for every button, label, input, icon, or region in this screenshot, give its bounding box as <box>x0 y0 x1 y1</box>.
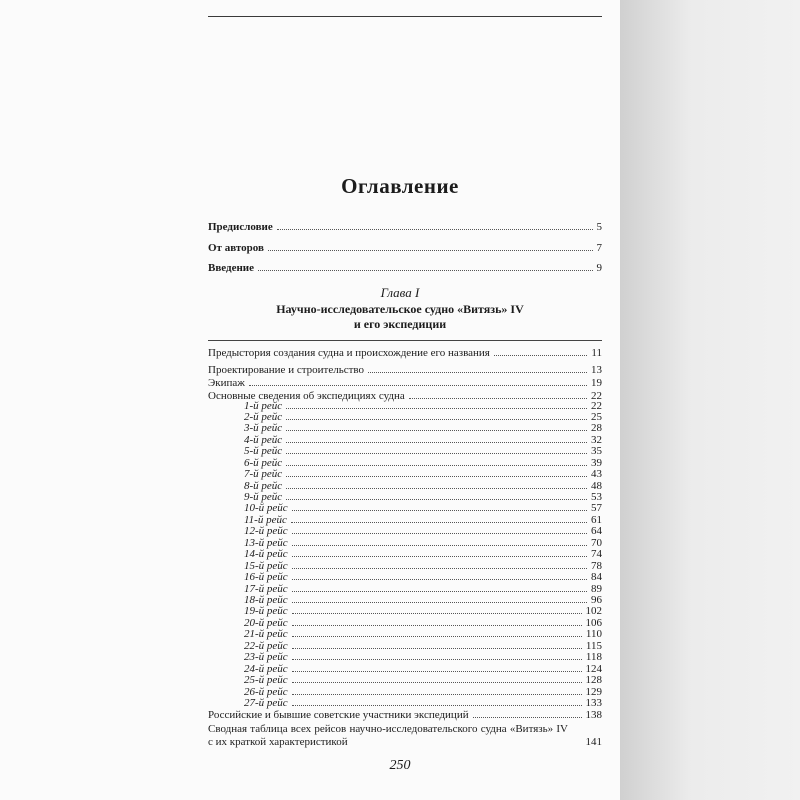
dot-leader <box>268 241 593 251</box>
dot-leader <box>292 501 587 511</box>
toc-entry-summary-table <box>208 723 602 749</box>
toc-entry-page: 84 <box>591 571 602 584</box>
toc-entry-label: 18-й рейс <box>244 593 288 606</box>
toc-entry-page: 39 <box>591 456 602 469</box>
toc-entry-page: 70 <box>591 536 602 549</box>
toc-entry-page: 129 <box>585 685 602 698</box>
toc-entry-label: 1-й рейс <box>244 399 283 412</box>
dot-leader <box>292 685 582 695</box>
toc-entry-section <box>208 376 602 390</box>
toc-entry-front-matter <box>208 241 602 255</box>
toc-entry-label: 17-й рейс <box>244 582 288 595</box>
toc-entry-label: 20-й рейс <box>244 616 288 629</box>
toc-entry-page: 138 <box>585 709 602 721</box>
dot-leader <box>292 650 582 660</box>
dot-leader <box>277 220 593 230</box>
page-gutter-shadow <box>620 0 800 800</box>
toc-entry-label: 15-й рейс <box>244 559 288 572</box>
toc-entry-label: Сводная таблица всех рейсов научно-исследовательского судна «Витязь» IV с их краткой характеристикой <box>208 723 568 748</box>
toc-entry-label: 12-й рейс <box>244 525 288 538</box>
page-number: 250 <box>389 758 411 773</box>
chapter-title-line2: и его экспедиции <box>353 317 447 331</box>
dot-leader <box>286 421 587 431</box>
toc-entry-label: 7-й рейс <box>244 468 283 481</box>
dot-leader <box>292 570 587 580</box>
dot-leader <box>286 467 587 477</box>
toc-entry-page: 32 <box>591 433 602 446</box>
toc-entry-page: 78 <box>591 559 602 572</box>
dot-leader <box>292 559 587 569</box>
dot-leader <box>286 410 587 420</box>
toc-entry-page: 22 <box>591 399 602 412</box>
dot-leader <box>286 479 587 489</box>
chapter-number: Глава I <box>380 285 420 300</box>
toc-entry-label: Российские и бывшие советские участники экспедиций <box>208 709 469 721</box>
toc-entry-front-matter <box>208 220 602 234</box>
toc-entry-label: 10-й рейс <box>244 502 288 515</box>
dot-leader <box>286 444 587 454</box>
toc-entry-page: 48 <box>591 479 602 492</box>
dot-leader <box>292 627 582 637</box>
toc-entry-label: 19-й рейс <box>244 605 288 618</box>
toc-entry-label: 22-й рейс <box>244 639 288 652</box>
toc-entry-page: 22 <box>591 390 602 402</box>
toc-entry-label: Проектирование и строительство <box>208 364 365 376</box>
toc-entry-page: 7 <box>596 242 602 254</box>
toc-entry-label: 2-й рейс <box>244 410 283 423</box>
dot-leader <box>494 346 588 356</box>
toc-entry-page: 13 <box>591 364 602 376</box>
toc-entry-label: 9-й рейс <box>244 491 283 504</box>
toc-entry-label: 13-й рейс <box>244 536 288 549</box>
toc-entry-label: 11-й рейс <box>244 513 287 526</box>
toc-entry-page: 133 <box>585 696 602 709</box>
toc-entry-label: 26-й рейс <box>244 685 288 698</box>
toc-entry-page: 35 <box>591 445 602 458</box>
dot-leader <box>292 524 587 534</box>
dot-leader <box>292 673 582 683</box>
dot-leader <box>286 490 587 500</box>
toc-entry-page: 5 <box>596 221 602 233</box>
dot-leader <box>286 456 587 466</box>
toc-entry-label: Предисловие <box>208 221 273 233</box>
toc-entry-page: 61 <box>591 513 602 526</box>
toc-entry-page: 96 <box>591 593 602 606</box>
dot-leader <box>249 376 587 386</box>
dot-leader <box>292 536 587 546</box>
toc-entry-label: 16-й рейс <box>244 571 288 584</box>
toc-entry-page: 124 <box>585 662 602 675</box>
toc-entry-page: 53 <box>591 491 602 504</box>
toc-entry-page: 11 <box>591 347 602 359</box>
toc-entry-label: 21-й рейс <box>244 628 288 641</box>
toc-entry-label: Введение <box>208 262 255 274</box>
toc-entry-front-matter <box>208 261 602 275</box>
toc-entry-label: 24-й рейс <box>244 662 288 675</box>
dot-leader <box>291 513 587 523</box>
chapter-rule <box>208 340 602 341</box>
toc-entry-page: 106 <box>585 616 602 629</box>
toc-entry-page: 19 <box>591 377 602 389</box>
toc-entry-label: Экипаж <box>208 377 245 389</box>
toc-entry-label: 4-й рейс <box>244 433 283 446</box>
dot-leader <box>286 399 587 409</box>
dot-leader <box>292 604 582 614</box>
header-rule <box>208 16 602 17</box>
toc-entry-page: 9 <box>596 262 602 274</box>
toc-entry-label: Предыстория создания судна и происхождение его названия <box>208 347 490 359</box>
dot-leader <box>292 593 587 603</box>
toc-entry-page: 64 <box>591 525 602 538</box>
toc-entry-label: 8-й рейс <box>244 479 283 492</box>
toc-entry-label: Основные сведения об экспедициях судна <box>208 390 405 402</box>
toc-entry-label: 23-й рейс <box>244 651 288 664</box>
dot-leader <box>473 708 582 718</box>
chapter-title <box>0 302 800 332</box>
dot-leader <box>258 261 592 271</box>
dot-leader <box>292 582 587 592</box>
dot-leader <box>368 363 587 373</box>
toc-entry-label: 3-й рейс <box>244 422 283 435</box>
dot-leader <box>292 639 582 649</box>
dot-leader <box>292 547 587 557</box>
toc-entry-page: 28 <box>591 422 602 435</box>
toc-entry-page: 128 <box>585 674 602 687</box>
dot-leader <box>292 616 582 626</box>
toc-entry-participants <box>208 708 602 722</box>
dot-leader <box>286 433 587 443</box>
toc-entry-page: 141 <box>585 736 602 748</box>
toc-entry-page: 57 <box>591 502 602 515</box>
toc-entry-page: 43 <box>591 468 602 481</box>
toc-entry-page: 102 <box>585 605 602 618</box>
toc-entry-page: 118 <box>585 651 602 664</box>
chapter-title-line1: Научно-исследовательское судно «Витязь» IV <box>276 302 524 316</box>
dot-leader <box>292 696 582 706</box>
toc-entry-page: 89 <box>591 582 602 595</box>
toc-entry-label: 14-й рейс <box>244 548 288 561</box>
toc-entry-section <box>208 363 602 377</box>
toc-entry-label: 5-й рейс <box>244 445 283 458</box>
toc-entry-page: 115 <box>585 639 602 652</box>
dot-leader <box>409 389 587 399</box>
toc-entry-section <box>208 346 602 360</box>
toc-entry-label: 25-й рейс <box>244 674 288 687</box>
toc-entry-label: 27-й рейс <box>244 696 288 709</box>
toc-entry-page: 110 <box>585 628 602 641</box>
toc-entry-page: 25 <box>591 410 602 423</box>
toc-entry-page: 74 <box>591 548 602 561</box>
dot-leader <box>292 662 582 672</box>
page-title: Оглавление <box>341 174 459 198</box>
toc-entry-label: 6-й рейс <box>244 456 283 469</box>
toc-entry-label: От авторов <box>208 242 264 254</box>
